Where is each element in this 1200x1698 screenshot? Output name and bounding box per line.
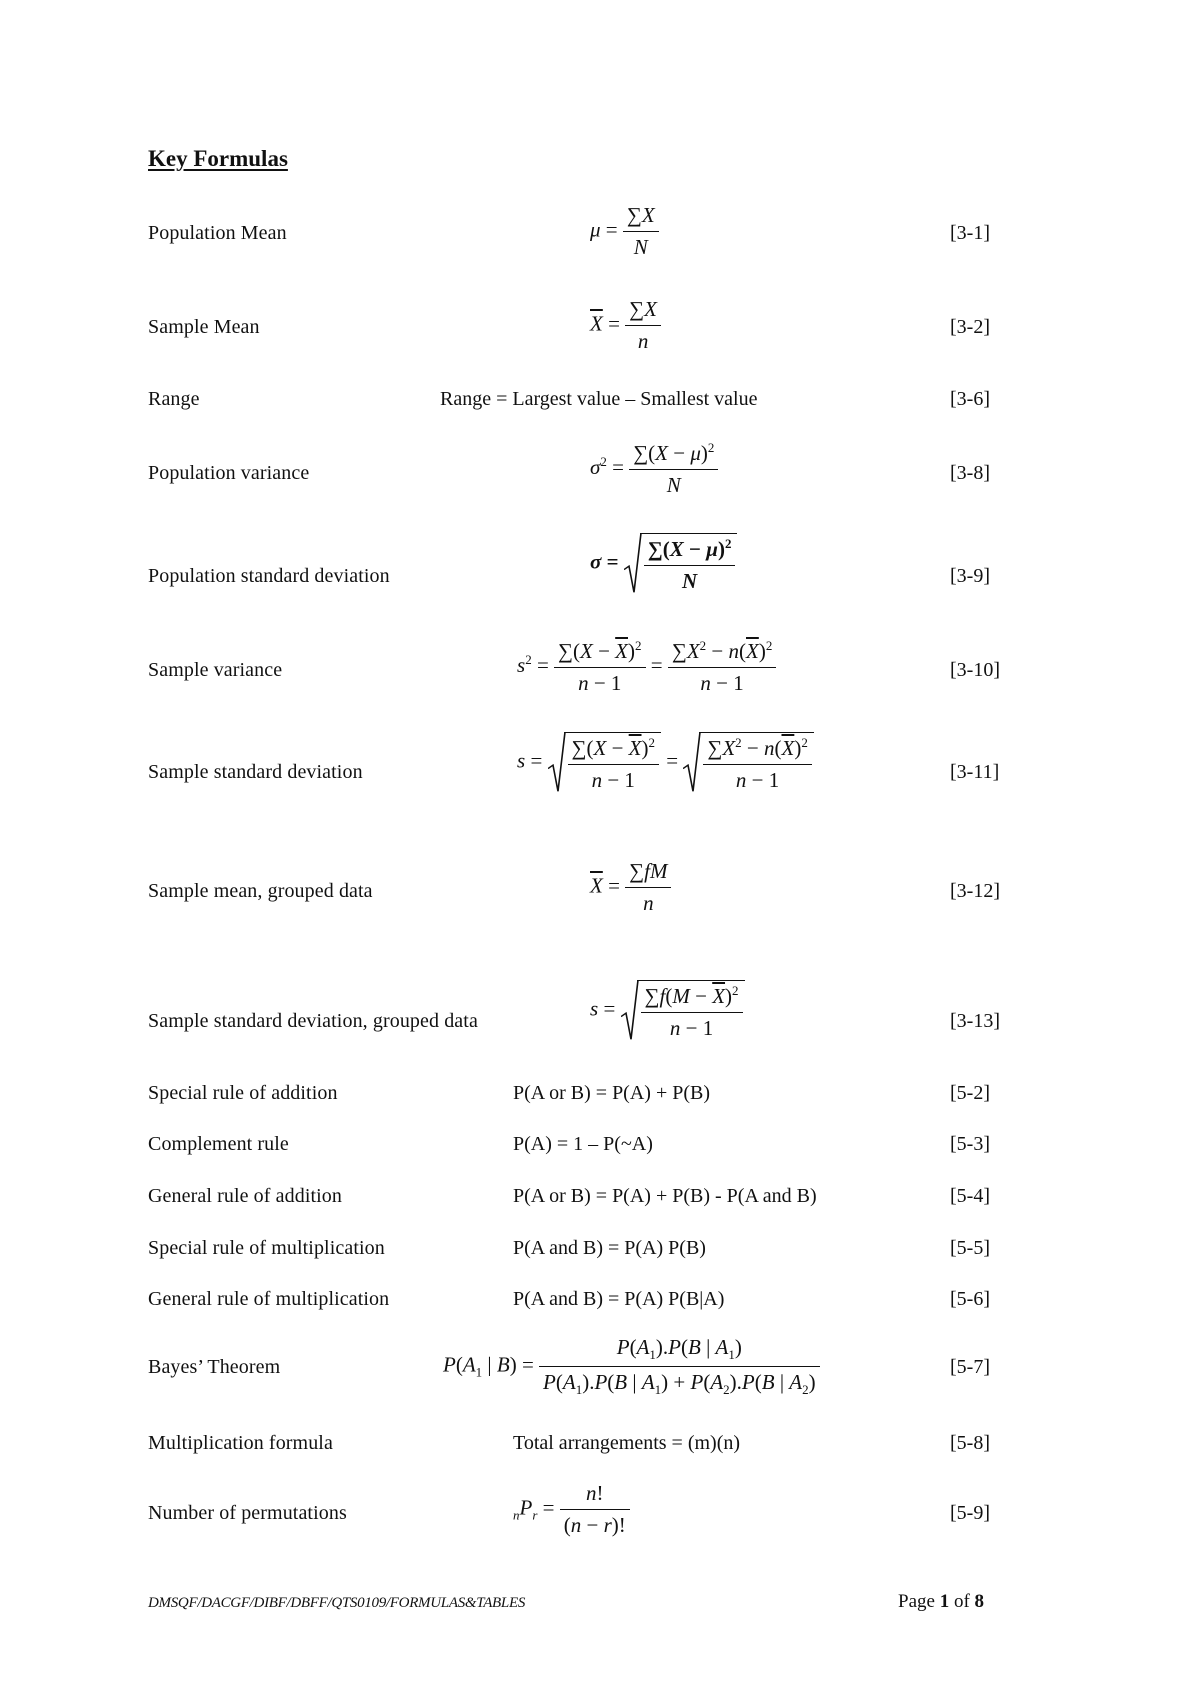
- formula-label-population-mean: Population Mean: [148, 222, 287, 244]
- formula-sample-mean: $\overline{X}$ = $\frac{\sum X}{n}$: [590, 297, 661, 354]
- formula-label-population-std-dev: Population standard deviation: [148, 565, 390, 587]
- formula-label-multiplication-formula: Multiplication formula: [148, 1432, 333, 1454]
- document-code: DMSQF/DACGF/DIBF/DBFF/QTS0109/FORMULAS&TABLES: [148, 1595, 526, 1611]
- formula-bayes-theorem: $P(A_1$ | B) = $\frac{P(A_1).P(B | A_1)}{P(A_1).P(B | A_1) + P(A_2).P(B | A_2)}$: [443, 1335, 820, 1398]
- formula-special-multiplication: P(A and B) = P(A) P(B): [513, 1237, 706, 1259]
- formula-label-sample-mean: Sample Mean: [148, 316, 260, 338]
- formula-sample-std-dev: s = $\frac{\sum(X - \overline{X})^2}{n - 1}$ = $\frac{\sum X^2 - n(\overline{X})^2}{n - 1}$: [517, 732, 814, 793]
- formula-ref: [3-1]: [950, 222, 990, 244]
- formula-ref: [3-13]: [950, 1010, 1000, 1032]
- formula-sample-mean-grouped: $\overline{X}$ = $\frac{\sum fM}{n}$: [590, 859, 671, 916]
- formula-permutations: $_nP_r$ = $\frac{n!}{(n - r)!}$: [513, 1481, 630, 1538]
- page-of: of: [953, 1591, 970, 1612]
- formula-ref: [5-6]: [950, 1288, 990, 1310]
- formula-general-addition: P(A or B) = P(A) + P(B) - P(A and B): [513, 1185, 817, 1207]
- formula-ref: [5-2]: [950, 1082, 990, 1104]
- formula-label-sample-std-dev: Sample standard deviation: [148, 761, 363, 783]
- formula-complement-rule: P(A) = 1 – P(~A): [513, 1133, 653, 1155]
- formula-ref: [5-7]: [950, 1356, 990, 1378]
- formula-ref: [3-12]: [950, 880, 1000, 902]
- formula-ref: [3-9]: [950, 565, 990, 587]
- formula-label-special-addition: Special rule of addition: [148, 1082, 338, 1104]
- formula-population-variance: $\sigma^2$ = $\frac{\sum(X - \mu)^2}{N}$: [590, 440, 718, 498]
- formula-ref: [5-4]: [950, 1185, 990, 1207]
- formula-population-mean: μ = $\frac{\sum X}{N}$: [590, 203, 659, 260]
- page-number: [898, 1591, 984, 1613]
- formula-ref: [5-3]: [950, 1133, 990, 1155]
- formula-range: Range = Largest value – Smallest value: [440, 388, 758, 410]
- formula-label-range: Range: [148, 388, 200, 410]
- formula-population-std-dev: σ = $\frac{\sum(X - \mu)^2}{N}$: [590, 533, 737, 594]
- formula-sample-std-dev-grouped: s = $\frac{\sum f(M - \overline{X})^2}{n - 1}$: [590, 980, 745, 1041]
- formula-label-sample-std-dev-grouped: Sample standard deviation, grouped data: [148, 1010, 478, 1032]
- formula-ref: [3-8]: [950, 462, 990, 484]
- formula-ref: [3-2]: [950, 316, 990, 338]
- formula-ref: [3-6]: [950, 388, 990, 410]
- formula-label-general-addition: General rule of addition: [148, 1185, 342, 1207]
- formula-special-addition: P(A or B) = P(A) + P(B): [513, 1082, 711, 1104]
- formula-label-complement-rule: Complement rule: [148, 1133, 289, 1155]
- formula-label-sample-mean-grouped: Sample mean, grouped data: [148, 880, 373, 902]
- formula-ref: [5-8]: [950, 1432, 990, 1454]
- formula-label-sample-variance: Sample variance: [148, 659, 283, 681]
- formula-label-bayes-theorem: Bayes’ Theorem: [148, 1356, 281, 1378]
- page-title: Key Formulas: [148, 146, 288, 171]
- formula-label-permutations: Number of permutations: [148, 1502, 347, 1524]
- page-total: 8: [974, 1591, 985, 1612]
- formula-ref: [3-10]: [950, 659, 1000, 681]
- formula-multiplication-formula: Total arrangements = (m)(n): [513, 1432, 741, 1454]
- formula-sample-variance: $s^2$ = $\frac{\sum(X - \overline{X})^2}{n - 1}$ = $\frac{\sum X^2 - n(\overline{X})^2}{n - 1}$: [517, 638, 776, 696]
- formula-ref: [5-5]: [950, 1237, 990, 1259]
- page-prefix: Page: [898, 1591, 935, 1612]
- formula-general-multiplication: P(A and B) = P(A) P(B|A): [513, 1288, 725, 1310]
- formula-ref: [5-9]: [950, 1502, 990, 1524]
- formula-label-population-variance: Population variance: [148, 462, 310, 484]
- formula-ref: [3-11]: [950, 761, 1000, 783]
- page-current: 1: [939, 1591, 950, 1612]
- formula-label-special-multiplication: Special rule of multiplication: [148, 1237, 385, 1259]
- formula-label-general-multiplication: General rule of multiplication: [148, 1288, 390, 1310]
